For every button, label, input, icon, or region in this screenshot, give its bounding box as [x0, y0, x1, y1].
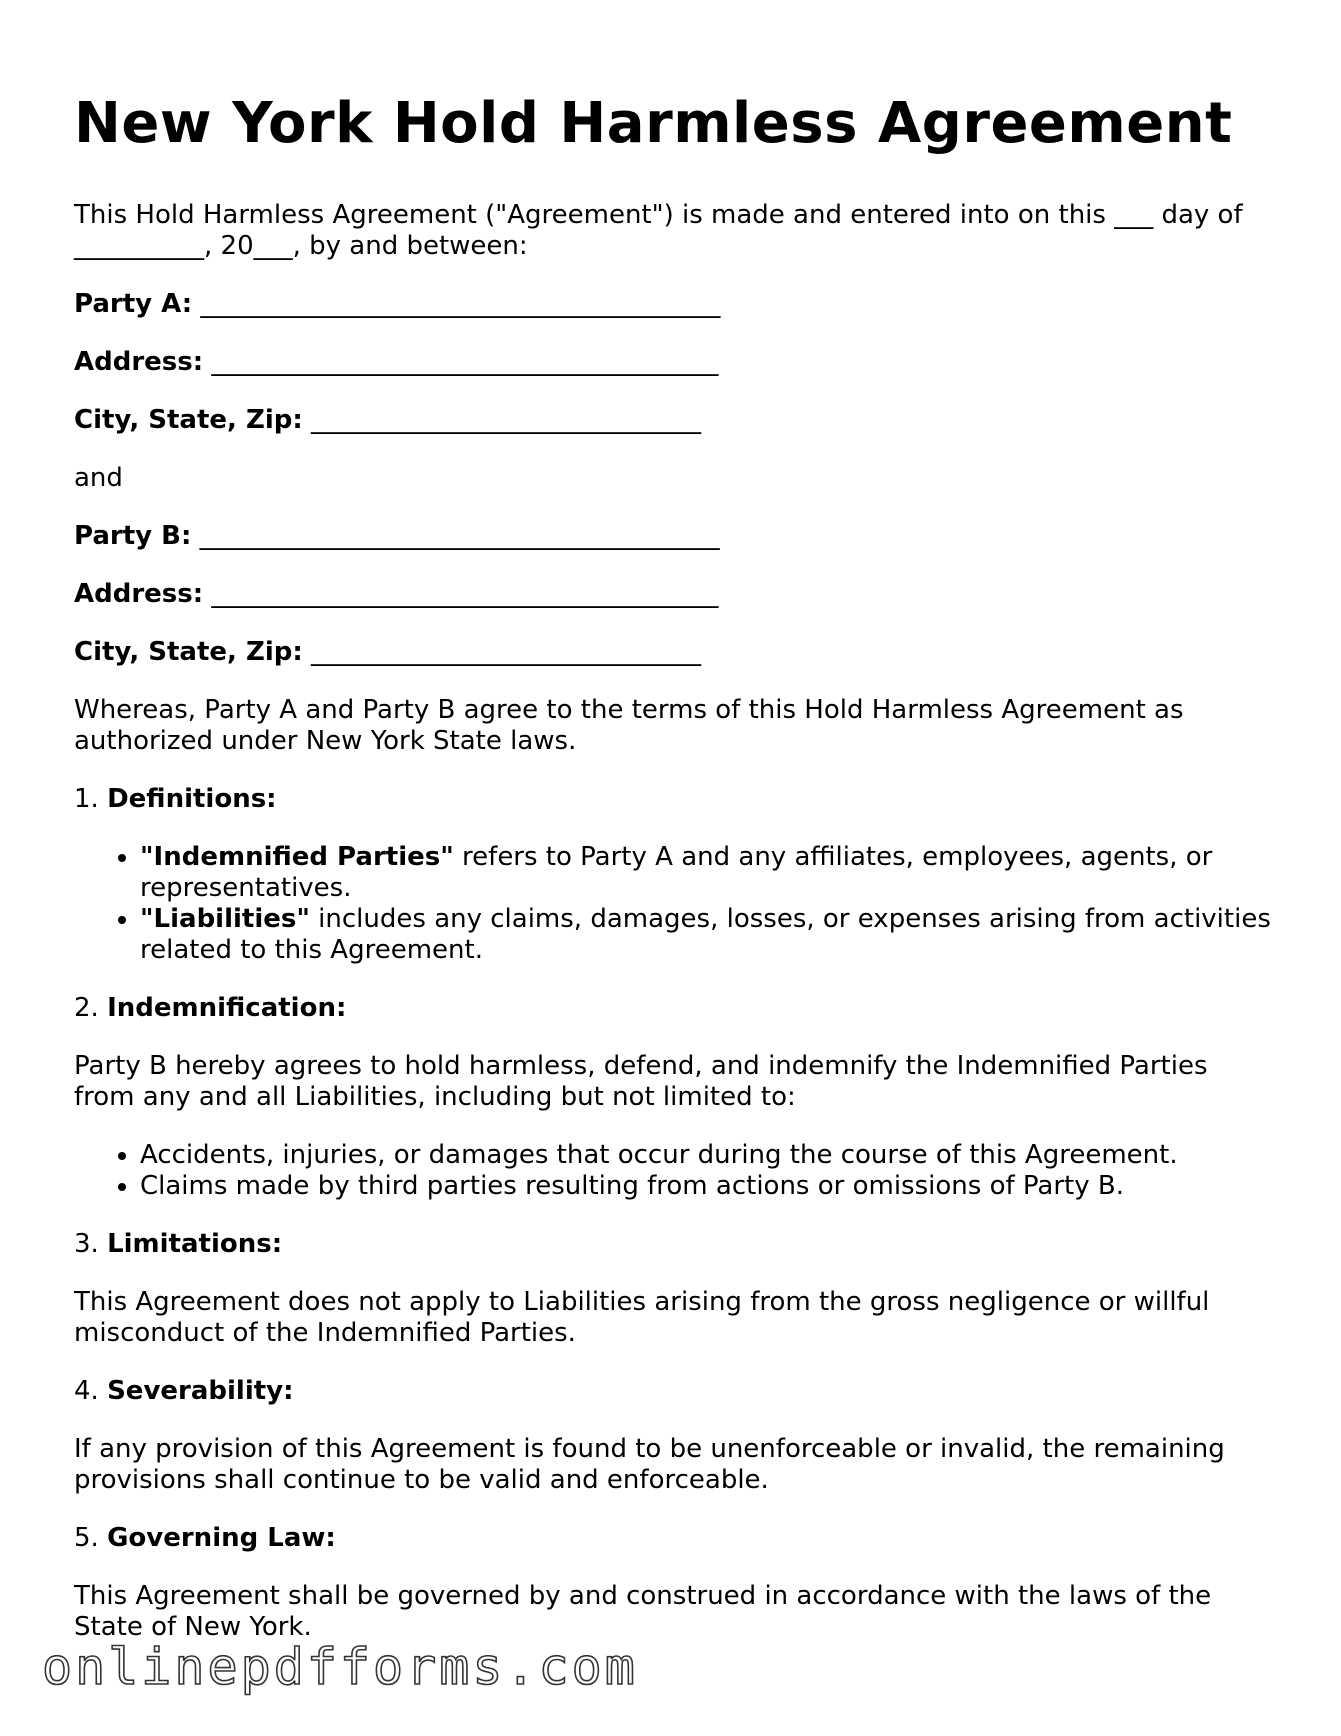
party-b-city-blank: ______________________________ — [311, 637, 702, 667]
party-b-city-field — [74, 637, 1274, 668]
party-a-address-field — [74, 347, 1274, 378]
section-3-body: This Agreement does not apply to Liabilities arising from the gross negligence or willful misconduct of the Indemnified Parties. — [74, 1287, 1210, 1348]
party-b-city-label: City, State, Zip: — [74, 637, 303, 667]
definition-text: includes any claims, damages, losses, or expenses arising from activities related to this Agreement. — [140, 904, 1271, 965]
party-a-name-blank: ________________________________________ — [200, 289, 721, 319]
section-1-title: Definitions: — [107, 784, 277, 814]
list-item: • Claims made by third parties resulting from actions or omissions of Party B. — [140, 1171, 1274, 1202]
indemnification-list — [74, 1140, 1274, 1202]
party-b-name-label: Party B: — [74, 521, 192, 551]
section-4-heading — [74, 1376, 1274, 1407]
section-4-body: If any provision of this Agreement is found to be unenforceable or invalid, the remaining provisions shall continue to be valid and enforceable. — [74, 1434, 1225, 1495]
list-item — [140, 904, 1274, 966]
definitions-list — [74, 842, 1274, 966]
party-a-city-label: City, State, Zip: — [74, 405, 303, 435]
party-b-name-field — [74, 521, 1274, 552]
watermark-logo: onlinepdfforms.com — [42, 1638, 638, 1696]
section-3-title: Limitations: — [107, 1229, 283, 1259]
section-4-title: Severability: — [107, 1376, 294, 1406]
party-b-address-field — [74, 579, 1274, 610]
party-a-city-blank: ______________________________ — [311, 405, 702, 435]
section-3-heading — [74, 1229, 1274, 1260]
list-item: • Accidents, injuries, or damages that occur during the course of this Agreement. — [140, 1140, 1274, 1171]
party-b-address-blank: _______________________________________ — [211, 579, 719, 609]
intro-paragraph: This Hold Harmless Agreement ("Agreement") is made and entered into on this ___ day of __________, 20___, by and between: — [74, 200, 1243, 261]
section-5-body: This Agreement shall be governed by and construed in accordance with the laws of the State of New York. — [74, 1581, 1212, 1642]
definition-term: "Liabilities" — [140, 904, 310, 934]
section-5-number: 5. — [74, 1523, 99, 1553]
party-a-address-blank: _______________________________________ — [211, 347, 719, 377]
section-3-number: 3. — [74, 1229, 99, 1259]
definition-term: "Indemnified Parties" — [140, 842, 454, 872]
section-2-heading — [74, 993, 1274, 1024]
section-2-body: Party B hereby agrees to hold harmless, defend, and indemnify the Indemnified Parties from any and all Liabilities, including but not limited to: — [74, 1051, 1208, 1112]
section-1-number: 1. — [74, 784, 99, 814]
section-2-number: 2. — [74, 993, 99, 1023]
section-4-number: 4. — [74, 1376, 99, 1406]
section-2-title: Indemnification: — [107, 993, 347, 1023]
party-a-name-label: Party A: — [74, 289, 193, 319]
document-page — [74, 88, 1274, 1670]
definition-text: refers to Party A and any affiliates, employees, agents, or representatives. — [140, 842, 1213, 903]
whereas-paragraph: Whereas, Party A and Party B agree to the terms of this Hold Harmless Agreement as authorized under New York State laws. — [74, 695, 1184, 756]
party-b-name-blank: ________________________________________ — [199, 521, 720, 551]
party-a-name-field — [74, 289, 1274, 320]
and-text: and — [74, 463, 123, 493]
list-item — [140, 842, 1274, 904]
document-title: New York Hold Harmless Agreement — [74, 91, 1233, 156]
section-1-heading — [74, 784, 1274, 815]
section-5-heading — [74, 1523, 1274, 1554]
party-a-city-field — [74, 405, 1274, 436]
party-a-address-label: Address: — [74, 347, 204, 377]
section-5-title: Governing Law: — [107, 1523, 336, 1553]
party-b-address-label: Address: — [74, 579, 204, 609]
